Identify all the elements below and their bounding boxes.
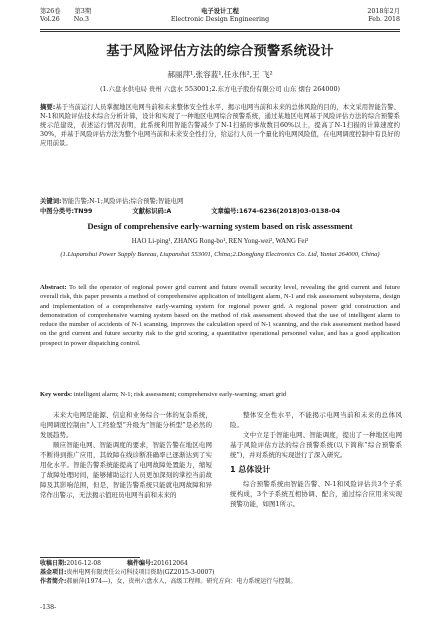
- page-number: -138-: [40, 604, 57, 611]
- journal-name-cn: 电子设计工程: [201, 8, 239, 15]
- footnote-fund: [40, 568, 400, 577]
- journal-name-en: Electronic Design Engineering: [170, 16, 270, 23]
- body-paragraph: 文中立足于智能电网、智能调度，提出了一种地区电网基于风险评估方法的综合预警系统(以下简称“综合预警系统”)，并对系统的实现进行了深入研究。: [230, 431, 402, 459]
- running-header: [40, 8, 400, 34]
- issue-date: [367, 8, 400, 24]
- footnote-rule: [40, 557, 140, 558]
- body-column-left: [40, 410, 212, 500]
- abstract-en-label: Abstract:: [40, 284, 67, 291]
- abstract-cn: [40, 103, 400, 195]
- header-rule-thin: [40, 31, 400, 32]
- body-paragraph: 未来大电网是能源、信息和业务综合一体的复杂系统，电网调度控制由“人工经验型”升级为“智能分析型”是必然的发展趋势。: [40, 411, 212, 439]
- footnotes: [40, 559, 400, 586]
- abstract-cn-label: 摘要:: [40, 104, 56, 111]
- keywords-cn-label: 关键词:: [40, 198, 62, 205]
- affiliation-cn: (1.六盘水供电局 贵州 六盘水 553001;2.东方电子股份有限公司 山东 烟台 264000): [99, 85, 341, 93]
- fund-text: 贵州电网有限责任公司科技项目资助(GZ2015-3-0007): [66, 569, 215, 576]
- keywords-en-text: intelligent alarm; N-1; risk assessment; comprehensive early-warning; smart grid: [73, 391, 287, 398]
- classification-line: [40, 207, 400, 216]
- footnote-received: [40, 559, 400, 568]
- header-rule: [40, 29, 400, 30]
- abstract-cn-text: 基于当前运行人员掌握地区电网当前和未来整体安全性水平、揭示电网当前和未来的总体风险的目的，本文采用智能告警、N-1和风险评估技术综合分析计算，设计和实现了一种地区电网综合预警系统，通过某地区电网基于风险评估方法的综合预警系统示范建设，表述运行情况表明，此系统利用智能告警减少了N-1扫描的事故数目60%以上，提高了N-1扫描的计算速度约30%，并基于风险评估方法为整个电网当前和未来安全性打分，给运行人员一个量化的电网风险值，在电网调度控制中有良好的应用前景。: [40, 104, 400, 147]
- affiliation-en: (1.Liupanshui Power Supply Bureau, Liupanshui 553001, China;2.Dongfang Electronics Co. Ltd, Yantai 264000, China): [60, 251, 380, 258]
- fund-label: 基金项目:: [40, 569, 67, 576]
- received-date: 2016-12-08: [66, 560, 101, 567]
- keywords-cn-text: 智能告警;N-1;风险评估;综合预警;智能电网: [61, 198, 184, 205]
- date-en: Feb. 2018: [368, 16, 400, 23]
- manuscript-label: 稿件编号:: [127, 560, 154, 567]
- class-number: 中图分类号:TN99: [40, 208, 93, 215]
- manuscript-number: 201612064: [153, 560, 188, 567]
- abstract-en: [40, 283, 400, 385]
- keywords-en-label: Key words:: [40, 391, 73, 398]
- paper-title-cn: 基于风险评估方法的综合预警系统设计: [106, 44, 334, 59]
- journal-name: [40, 8, 400, 24]
- body-paragraph: 综合预警系统由智能告警、N-1和风险评估共3个子系统构成，3个子系统互相协调、配合，通过综合应用来实现预警功能，如图1所示。: [230, 480, 402, 508]
- bio-text: 郝丽萍(1974—)，女，贵州六盘水人，高级工程师。研究方向：电力系统运行与控制。: [66, 578, 297, 585]
- bio-label: 作者简介:: [40, 578, 67, 585]
- body-column-right: [230, 410, 402, 509]
- volume-cn: 第26卷: [40, 8, 61, 15]
- paper-title-en: Design of comprehensive early-warning system based on risk assessment: [87, 221, 353, 231]
- footnote-bio: [40, 577, 400, 586]
- article-number: 文章编号:1674-6236(2018)03-0138-04: [211, 208, 341, 215]
- received-label: 收稿日期:: [40, 560, 67, 567]
- keywords-cn: [40, 197, 400, 206]
- date-cn: 2018年2月: [367, 8, 400, 15]
- issue-cn: 第3期: [74, 8, 92, 15]
- authors-cn: 郝丽萍¹,张容蓝¹,任永伟²,王 飞²: [167, 70, 273, 79]
- section-heading: 1 总体设计: [230, 465, 271, 474]
- abstract-en-text: To tell the operator of regional power grid current and future overall security level, revealing the grid current and future overall risk, this paper presents a method of comprehensive application of intelligent alarm, N-1 and risk assessment subsystems, design and implementation of a comprehensive early-warning system for regional power grid. A regional power grid construction and demonstration of comprehensive warning system based on the method of risk assessment showed that the use of intelligent alarm to reduce the number of accidents of N-1 scanning, improves the calculation speed of N-1 scanning, and the risk assessment method based on the grid current and future security risk to the grid scoring, a quantitative operational personnel value, and has a good application prospect in power dispatching control.: [40, 284, 400, 347]
- authors-en: HAO Li-ping¹, ZHANG Rong-bo¹, REN Yong-wei², WANG Fei²: [131, 238, 309, 245]
- issue-en: No.3: [73, 16, 89, 23]
- document-code: 文献标识码:A: [132, 208, 172, 215]
- volume-en: Vol.26: [40, 16, 60, 23]
- body-paragraph: 整体安全性水平，不能揭示电网当前和未来的总体风险。: [230, 411, 402, 429]
- keywords-en: [40, 390, 400, 399]
- body-paragraph: 顺应智能电网、智能调度的要求，智能告警在地区电网不断得到推广应用，其故障在线诊断准确率已逐渐达到了实用化水平。智能告警系统能提高了电网故障处置能力，缩短了故障处理时间，能够辅助运行人员更加深刻的掌控当前故障及其影响范围，但是，智能告警系统只能就电网故障和异常作出警示，无法揭示值班员电网当前和未来的: [40, 441, 212, 499]
